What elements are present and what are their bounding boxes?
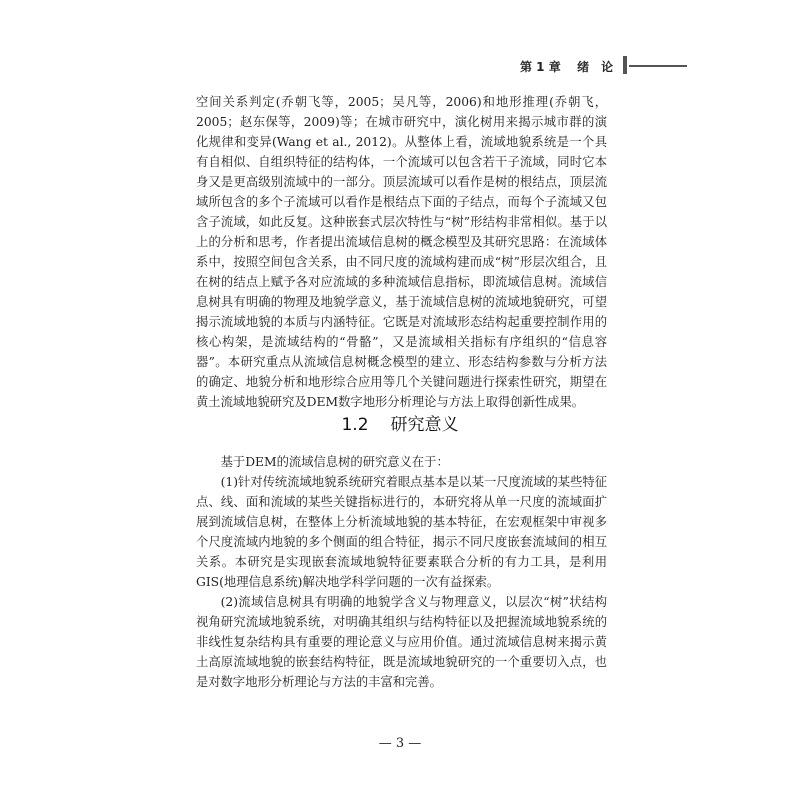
section-body [196,452,607,692]
running-head-bar [623,56,627,74]
chapter-title: 绪 论 [577,60,614,74]
page-number: — 3 — [378,736,422,751]
paragraph: (2)流域信息树具有明确的地貌学含义与物理意义，以层次“树”状结构视角研究流域地貌系统，对明确其组织与结构特征以及把握流域地貌系统的非线性复杂结构具有重要的理论意义与应用价值。通过流域信息树来揭示黄土高原流域地貌的嵌套结构特征，既是流域地貌研究的一个重要切入点，也是对数字地形分析理论与方法的丰富和完善。 [196,595,607,689]
paragraph: (1)针对传统流域地貌系统研究着眼点基本是以某一尺度流域的某些特征点、线、面和流域的某些关键指标进行的，本研究将从单一尺度的流域面扩展到流域信息树，在整体上分析流域地貌的基本特征，在宏观框架中审视多个尺度流域内地貌的多个侧面的组合特征，揭示不同尺度嵌套流域间的相互关系。本研究是实现嵌套流域地貌特征要素联合分析的有力工具，是利用GIS(地理信息系统)解决地学科学问题的一次有益探索。 [196,475,607,589]
paragraph: 空间关系判定(乔朝飞等，2005；吴凡等，2006)和地形推理(乔朝飞，2005；赵东保等，2009)等；在城市研究中，演化树用来揭示城市群的演化规律和变异(Wang et al., 2012)。从整体上看，流域地貌系统是一个具有自相似、自组织特征的结构体，一个流域可以包含若干子流域，同时它本身又是更高级别流域中的一部分。顶层流域可以看作是树的根结点，顶层流域所包含的多个子流域可以看作是根结点下面的子结点，而每个子流域又包含子流域，如此反复。这种嵌套式层次特性与“树”形结构非常相似。基于以上的分析和思考，作者提出流域信息树的概念模型及其研究思路：在流域体系中，按照空间包含关系，由不同尺度的流域构建而成“树”形层次组合，且在树的结点上赋予各对应流域的多种流域信息指标，即流域信息树。流域信息树具有明确的物理及地貌学意义，基于流域信息树的流域地貌研究，可望揭示流域地貌的本质与内涵特征。它既是对流域形态结构起重要控制作用的核心构架，是流域结构的“骨骼”，又是流域相关指标有序组织的“信息容器”。本研究重点从流域信息树概念模型的建立、形态结构参数与分析方法的确定、地貌分析和地形综合应用等几个关键问题进行探索性研究，期望在黄土流域地貌研究及DEM数字地形分析理论与方法上取得创新性成果。 [196,95,607,409]
body-text-top [196,92,607,412]
running-head [520,58,613,75]
section-title: 研究意义 [390,415,459,435]
section-number: 1.2 [341,415,369,435]
chapter-number: 第 1 章 [520,60,561,74]
paragraph: 基于DEM的流域信息树的研究意义在于： [220,455,449,469]
section-heading [0,410,800,435]
running-head-rule [629,65,687,67]
